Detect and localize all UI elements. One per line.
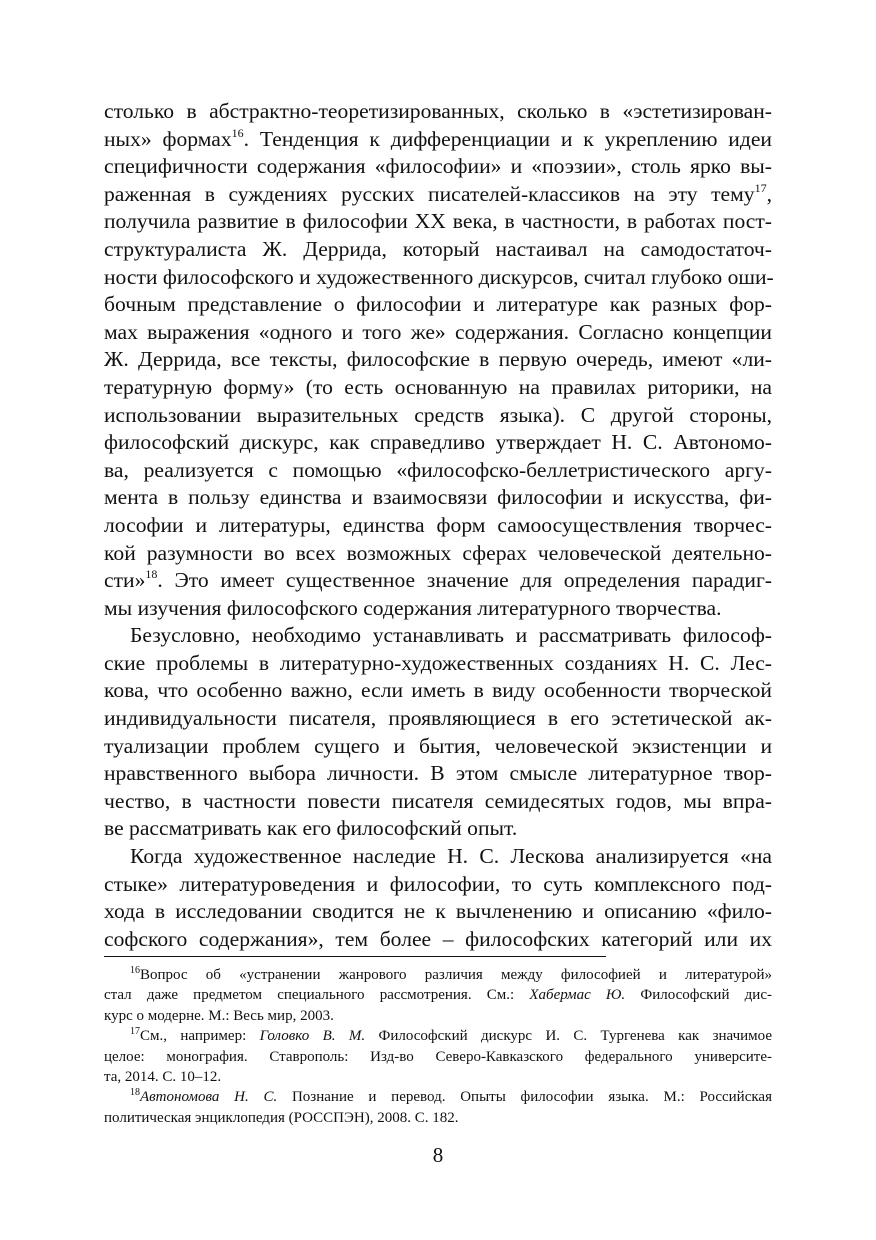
footnote-number: 17 (130, 1026, 140, 1038)
footnote-line: та, 2014. С. 10–12. (104, 1069, 222, 1086)
author-name: Хабермас Ю. (529, 987, 626, 1004)
footnote-line: политическая энциклопедия (РОССПЭН), 2008. С. 182. (104, 1109, 459, 1126)
footnote-ref-18[interactable]: 18 (145, 567, 158, 582)
text-line: философский дискурс, как справедливо утверждает Н. С. Автономо- (104, 430, 772, 455)
footnote-line: целое: монография. Ставрополь: Изд-во Северо-Кавказского федерального университе- (104, 1048, 772, 1065)
text-line: использовании выразительных средств языка). С другой стороны, (104, 402, 772, 427)
footnote-ref-17[interactable]: 17 (754, 180, 767, 195)
main-text (104, 98, 772, 953)
text-line: ва, реализуется с помощью «философско-беллетристического аргу- (104, 457, 772, 482)
text-line: сти»$^{18}$. Это имеет существенное значение для определения парадиг- (104, 567, 772, 593)
text-line: стыке» литературоведения и философии, то суть комплексного под- (104, 871, 772, 896)
footnote-line: $^{17}$См., например: Головко В. М. Философский дискурс И. С. Тургенева как значимое (130, 1026, 772, 1045)
text-line: чество, в частности повести писателя семидесятых годов, мы впра- (104, 788, 772, 813)
footnote-17 (104, 1026, 772, 1087)
text-line: туализации проблем сущего и бытия, человеческой экзистенции и (104, 733, 772, 758)
paragraph-1 (104, 98, 772, 622)
footnote-line: курс о модерне. М.: Весь мир, 2003. (104, 1007, 334, 1024)
text-line: ские проблемы в литературно-художественных созданиях Н. С. Лес- (104, 650, 772, 675)
text-line: столько в абстрактно-теоретизированных, сколько в «эстетизирован- (104, 99, 772, 123)
text-line: индивидуальности писателя, проявляющиеся в его эстетической ак- (104, 706, 772, 731)
text-line: получила развитие в философии XX века, в частности, в работах пост- (104, 209, 772, 234)
text-line: нравственного выбора личности. В этом смысле литературное твор- (104, 761, 772, 786)
text-line: тературную форму» (то есть основанную на правилах риторики, на (104, 374, 772, 399)
text-line: бочным представление о философии и литературе как разных фор- (104, 292, 772, 317)
text-line: Безусловно, необходимо устанавливать и рассматривать философ- (130, 623, 772, 648)
text-line: мах выражения «одного и того же» содержания. Согласно концепции (104, 319, 772, 344)
text-line: специфичности содержания «философии» и «поэзии», столь ярко вы- (104, 154, 772, 179)
author-name: Головко В. М. (259, 1028, 366, 1045)
footnote-line: $^{18}$Автономова Н. С. Познание и перевод. Опыты философии языка. М.: Российская (130, 1087, 772, 1106)
text-line: софского содержания», тем более – философских категорий или их (104, 926, 772, 951)
text-line: кой разумности во всех возможных сферах человеческой деятельно- (104, 540, 772, 565)
paragraph-3 (104, 843, 772, 953)
text-line: ности философского и художественного дискурсов, считал глубоко оши- (104, 264, 774, 289)
text-line: мы изучения философского содержания литературного творчества. (104, 595, 722, 620)
paragraph-2 (104, 622, 772, 843)
footnote-line: $^{16}$Вопрос об «устранении жанрового различия между философией и литературой» (130, 965, 772, 983)
text-line: хода в исследовании сводится не к вычленению и описанию «фило- (104, 899, 772, 924)
text-line: структуралиста Ж. Деррида, который настаивал на самодостаточ- (104, 236, 772, 261)
text-line: раженная в суждениях русских писателей-классиков на эту тему$^{17}$, (104, 180, 772, 206)
footnote-16 (104, 965, 772, 1026)
text-line: ве рассматривать как его философский опыт. (104, 816, 518, 841)
footnote-number: 16 (130, 965, 140, 976)
footnote-number: 18 (130, 1087, 140, 1099)
text-line: ных» формах$^{16}$. Тенденция к дифференциации и к укреплению идеи (104, 125, 772, 151)
footnote-18 (104, 1087, 772, 1128)
footnote-divider (104, 956, 606, 957)
text-line: Ж. Деррида, все тексты, философские в первую очередь, имеют «ли- (104, 347, 772, 372)
author-name: Автономова Н. С. (140, 1089, 278, 1106)
text-line: лософии и литературы, единства форм самоосуществления творчес- (104, 512, 772, 537)
footnote-line: стал даже предметом специального рассмотрения. См.: Хабермас Ю. Философский дис- (104, 987, 772, 1004)
text-line: кова, что особенно важно, если иметь в виду особенности творческой (104, 678, 772, 703)
footnote-ref-16[interactable]: 16 (231, 125, 244, 140)
text-line: мента в пользу единства и взаимосвязи философии и искусства, фи- (104, 485, 772, 510)
page-number: 8 (432, 1143, 444, 1167)
text-line: Когда художественное наследие Н. С. Лескова анализируется «на (130, 844, 772, 869)
footnotes (104, 965, 772, 1128)
